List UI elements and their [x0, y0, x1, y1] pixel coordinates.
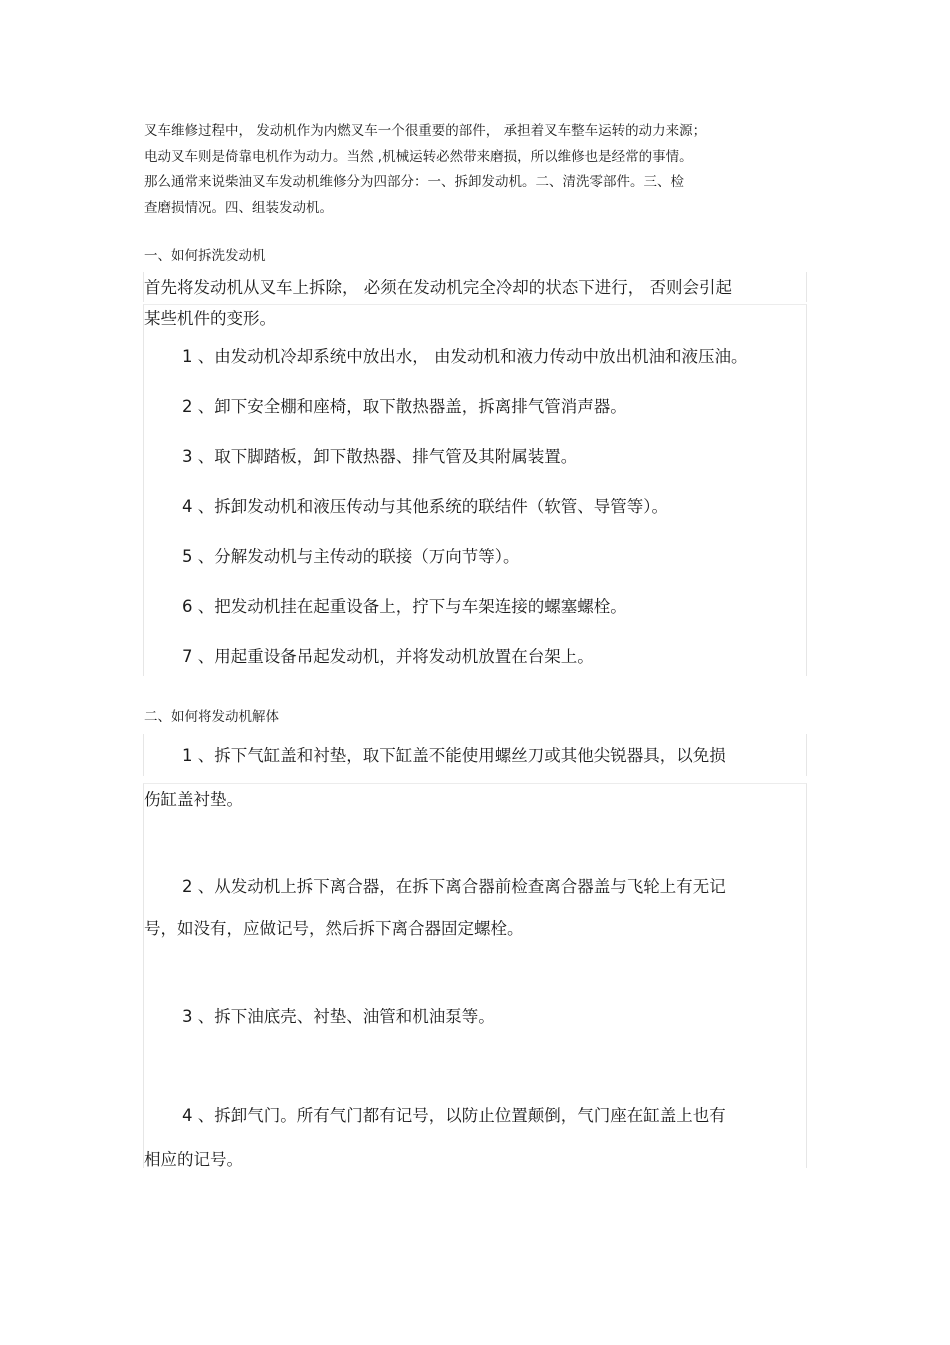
- list-item: 6 、把发动机挂在起重设备上，拧下与车架连接的螺塞螺栓。: [182, 597, 627, 616]
- lead-line: 首先将发动机从叉车上拆除， 必须在发动机完全冷却的状态下进行， 否则会引起: [144, 278, 732, 297]
- section-heading: 一、如何拆洗发动机: [144, 248, 266, 264]
- intro-line: 查磨损情况。四、组装发动机。: [144, 200, 333, 216]
- list-item: 1 、拆下气缸盖和衬垫，取下缸盖不能使用螺丝刀或其他尖锐器具，以免损: [182, 746, 726, 765]
- list-item-continuation: 号，如没有，应做记号，然后拆下离合器固定螺栓。: [144, 919, 524, 938]
- list-item: 7 、用起重设备吊起发动机，并将发动机放置在台架上。: [182, 647, 594, 666]
- list-item-continuation: 伤缸盖衬垫。: [144, 790, 243, 809]
- list-item: 4 、拆卸发动机和液压传动与其他系统的联结件（软管、导管等）。: [182, 497, 668, 516]
- section-heading: 二、如何将发动机解体: [144, 709, 279, 725]
- list-item: 3 、拆下油底壳、衬垫、油管和机油泵等。: [182, 1007, 495, 1026]
- list-item: 2 、卸下安全棚和座椅，取下散热器盖，拆离排气管消声器。: [182, 397, 627, 416]
- lead-line: 某些机件的变形。: [144, 309, 276, 328]
- list-item: 4 、拆卸气门。所有气门都有记号，以防止位置颠倒，气门座在缸盖上也有: [182, 1106, 726, 1125]
- list-item: 5 、分解发动机与主传动的联接（万向节等）。: [182, 547, 520, 566]
- list-item: 2 、从发动机上拆下离合器，在拆下离合器前检查离合器盖与飞轮上有无记: [182, 877, 726, 896]
- intro-line: 电动叉车则是倚靠电机作为动力。当然 ,机械运转必然带来磨损，所以维修也是经常的事情。: [144, 149, 693, 165]
- list-item: 3 、取下脚踏板，卸下散热器、排气管及其附属装置。: [182, 447, 578, 466]
- intro-line: 那么通常来说柴油叉车发动机维修分为四部分：一、拆卸发动机。二、清洗零部件。三、检: [144, 174, 684, 190]
- list-item-continuation: 相应的记号。: [144, 1150, 243, 1169]
- list-item: 1 、由发动机冷却系统中放出水， 由发动机和液力传动中放出机油和液压油。: [182, 347, 748, 366]
- intro-line: 叉车维修过程中， 发动机作为内燃叉车一个很重要的部件， 承担着叉车整车运转的动力来源；: [144, 123, 707, 139]
